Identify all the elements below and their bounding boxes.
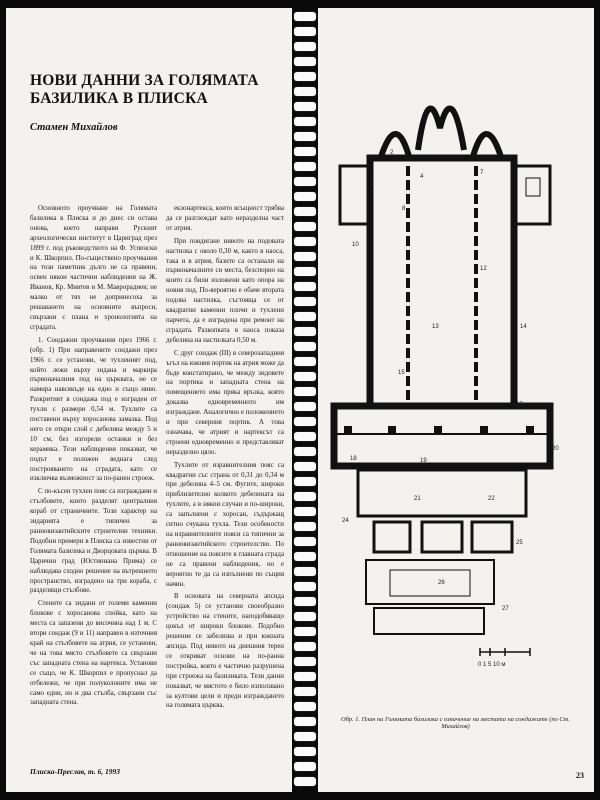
plan-label: 8 (402, 206, 406, 212)
binding-coil (294, 627, 316, 636)
lower-complex-inner (390, 570, 470, 596)
plan-label: 4 (420, 174, 424, 180)
binding-coil (294, 492, 316, 501)
pillar (388, 426, 396, 434)
plan-label: 14 (520, 324, 527, 330)
binding-coil (294, 342, 316, 351)
scale-bar (480, 648, 530, 656)
binding-coil (294, 57, 316, 66)
atrium-wall (358, 470, 526, 516)
narthex (334, 406, 550, 466)
paragraph: 1. Сондажни проучвания през 1966 г. (обр. 1) При направените сондажи през 1966 г. се установи, че тухленият под, който лежи върху зидана и маркира първоначалния под на църквата, не се намира навсякъде на едно и също ниво. Разкритият в сондажа под е изграден от тухли с размери 0,54 м. Тухлите са поставени върху хоросанова замазка. Под него се откри слой с дебелина между 5 и 10 см, без изгорели останки и без керамика. Тези наблюдения показват, че подът е положен веднага след построяването на сградата, като се изключва възможност за по-ранен строеж. (30, 336, 157, 483)
text-column-1 (30, 204, 157, 711)
binding-coil (294, 657, 316, 666)
plan-label: 15 (398, 370, 405, 376)
binding-coil (294, 72, 316, 81)
binding-coil (294, 597, 316, 606)
plan-label: 12 (480, 266, 487, 272)
binding-coil (294, 762, 316, 771)
binding-coil (294, 507, 316, 516)
left-page (6, 8, 292, 792)
south-side-chamber (514, 166, 550, 224)
binding-coil (294, 237, 316, 246)
spiral-binding (290, 0, 320, 800)
binding-coil (294, 12, 316, 21)
binding-coil (294, 567, 316, 576)
binding-coil (294, 462, 316, 471)
binding-coil (294, 252, 316, 261)
binding-coil (294, 417, 316, 426)
binding-coil (294, 357, 316, 366)
binding-coil (294, 642, 316, 651)
paragraph: Стените са зидани от големи каменни блокове с хоросанова спойка, като на места са запазени до височина над 1 м. С втори сондаж (9 и 11) направен в източния край на стълбовете на атрия, се установи, че на това място стълбовете са свързани със западната стена на нартекса. Установи се също, че К. Шкорпил е пропуснал да отбележи, че при полуколоните има не само едни, но и два стълба, свързани със западната стена. (30, 600, 157, 707)
plan-label: 24 (342, 518, 349, 524)
plan-label: 26 (438, 580, 445, 586)
pillar (526, 426, 534, 434)
central-apse (418, 108, 464, 150)
binding-coil (294, 147, 316, 156)
atrium-room (422, 522, 462, 552)
plan-label: 13 (432, 324, 439, 330)
plan-label: 7 (480, 170, 484, 176)
binding-coil (294, 27, 316, 36)
binding-coil (294, 297, 316, 306)
atrium-room (374, 522, 410, 552)
journal-footer: Плиска-Преслав, т. 6, 1993 (30, 767, 121, 776)
atrium-room (472, 522, 512, 552)
binding-coil (294, 477, 316, 486)
binding-coil (294, 117, 316, 126)
binding-coil (294, 177, 316, 186)
plan-label: 25 (516, 540, 523, 546)
paragraph: Основното проучване на Голямата базилика в Плиска и до днес си остава онова, което направи Руският археологически институт в Цариград през 1899 г. под ръководството на Ф. Успенски и К. Шкорпил. По-съществено проучвания на този паметник дълго не са правени, освен някои частични наблюдения на Ж. Иванов, Кр. Миятев и М. Маврорадиев; не малко от тях не допринесоха за решаването на основните въпроси, свързани с плана и хронологията на сградата. (30, 205, 157, 331)
binding-coil (294, 747, 316, 756)
article-author: Стамен Михайлов (30, 122, 118, 133)
binding-coil (294, 132, 316, 141)
paragraph: При повдигане нивото на подовата настилка с около 0,30 м, както в наоса, така и в атрия, базите са останали на първоначалните си места, безспорно на които са били изложени като опора на новия под. По-вероятно е обаче втората подова настилка, състояща се от квадратни каменни плочи и тухлени парчета, да е изградена при ремонт на сградата. Разкопката в наоса показа дебелина на настилката 0,50 м. (166, 237, 284, 344)
binding-coil (294, 402, 316, 411)
binding-coil (294, 102, 316, 111)
binding-coil (294, 312, 316, 321)
binding-coil (294, 717, 316, 726)
plan-label: 27 (502, 606, 509, 612)
paragraph: Тухлите от изравнителния пояс са квадратни със страна от 0,31 до 0,34 м при дебелина 4–5 см. Фугите, широки приблизително колкото дебелината на тухлите, а в някои случаи и по-широки, са запълнени с хоросан, съдържащ ситно счукана тухла. Тези особености на изравнителните пояси са типични за ранновизантийското строителство. По отношение на поясите в главната сграда не са правени наблюдения, но е вероятно те да са изпълнени по същия начин. (166, 461, 284, 588)
paragraph: екзонартекса, които всъщност трябва да се разглеждат като неразделна част от атрия. (166, 205, 284, 232)
binding-coil (294, 432, 316, 441)
binding-coil (294, 672, 316, 681)
binding-coil (294, 207, 316, 216)
paragraph: В основата на северната апсида (сондаж 5) се установи своеобразно устройство на стените, наподобяващо цокъл от широки блокове. Подобно решение се забелязва и при южната апсида. Под нивото на днешния терен се откриват основи на по-ранна постройка, която е частично разрушена при строежа на базиликата. Тези данни показват, че мястото е било използвано за култови цели и преди изграждането на голямата църква. (166, 593, 284, 710)
pillar (434, 426, 442, 434)
naos-outline (370, 158, 514, 406)
pillar (480, 426, 488, 434)
plan-label: 22 (488, 496, 495, 502)
binding-coil (294, 732, 316, 741)
plan-label: 20 (552, 446, 559, 452)
binding-coil (294, 42, 316, 51)
pillar (344, 426, 352, 434)
basilica-floor-plan (330, 70, 578, 688)
binding-coil (294, 777, 316, 786)
binding-coil (294, 87, 316, 96)
right-page (318, 8, 594, 792)
binding-coil (294, 447, 316, 456)
paragraph: С по-късен тухлен пояс са изграждани и стълбовете, които разделят централния кораб от страничните. Този характер на зидарията е типичен за ранновизантийските строителни техники. Подобни примери в Плиска са известни от Голямата базилика и Дворцовата църква. В Царичин град (Юстиниана Прима) се наблюдава сходно решение на вътрешното пространство, изградено на три кораба, с разделящи стълбове. (30, 488, 157, 595)
chamber-detail (526, 178, 540, 196)
figure-caption: Обр. 1. План на Голямата базилика с означение на местата на сондажите (по Ст. Михайлов) (341, 716, 570, 730)
binding-coil (294, 267, 316, 276)
text-column-2 (166, 204, 284, 714)
binding-coil (294, 537, 316, 546)
paragraph: С друг сондаж (III) в северозападния ъгъл на южния портик на атрия може да бъде констатирано, че между зидовете на портика и западната стена на помещението има пряка връзка, която доказва едновременното им изграждане. Аналогично е положението и при северния портик. А това означава, че атрият и нартексът са строени едновременно и представляват неразделно цяло. (166, 349, 284, 456)
binding-coil (294, 702, 316, 711)
north-side-chamber (340, 166, 370, 224)
plan-label: 1 (370, 182, 374, 188)
plan-label: 10 (352, 242, 359, 248)
page-number: 23 (576, 771, 584, 780)
lower-annex (374, 608, 484, 634)
binding-coil (294, 522, 316, 531)
plan-label: 21 (414, 496, 421, 502)
plan-label: 17 (516, 402, 523, 408)
plan-label: 2 (390, 150, 394, 156)
binding-coil (294, 282, 316, 291)
binding-coil (294, 387, 316, 396)
binding-coil (294, 192, 316, 201)
lower-complex (366, 560, 494, 604)
scale-label: 0 1 5 10 м (478, 662, 506, 668)
binding-coil (294, 327, 316, 336)
plan-label: 18 (350, 456, 357, 462)
binding-coil (294, 222, 316, 231)
plan-label: 19 (420, 458, 427, 464)
binding-coil (294, 582, 316, 591)
article-title: НОВИ ДАННИ ЗА ГОЛЯМАТА БАЗИЛИКА В ПЛИСКА (30, 72, 259, 107)
binding-coil (294, 687, 316, 696)
binding-coil (294, 162, 316, 171)
binding-coil (294, 612, 316, 621)
binding-coil (294, 372, 316, 381)
binding-coil (294, 552, 316, 561)
